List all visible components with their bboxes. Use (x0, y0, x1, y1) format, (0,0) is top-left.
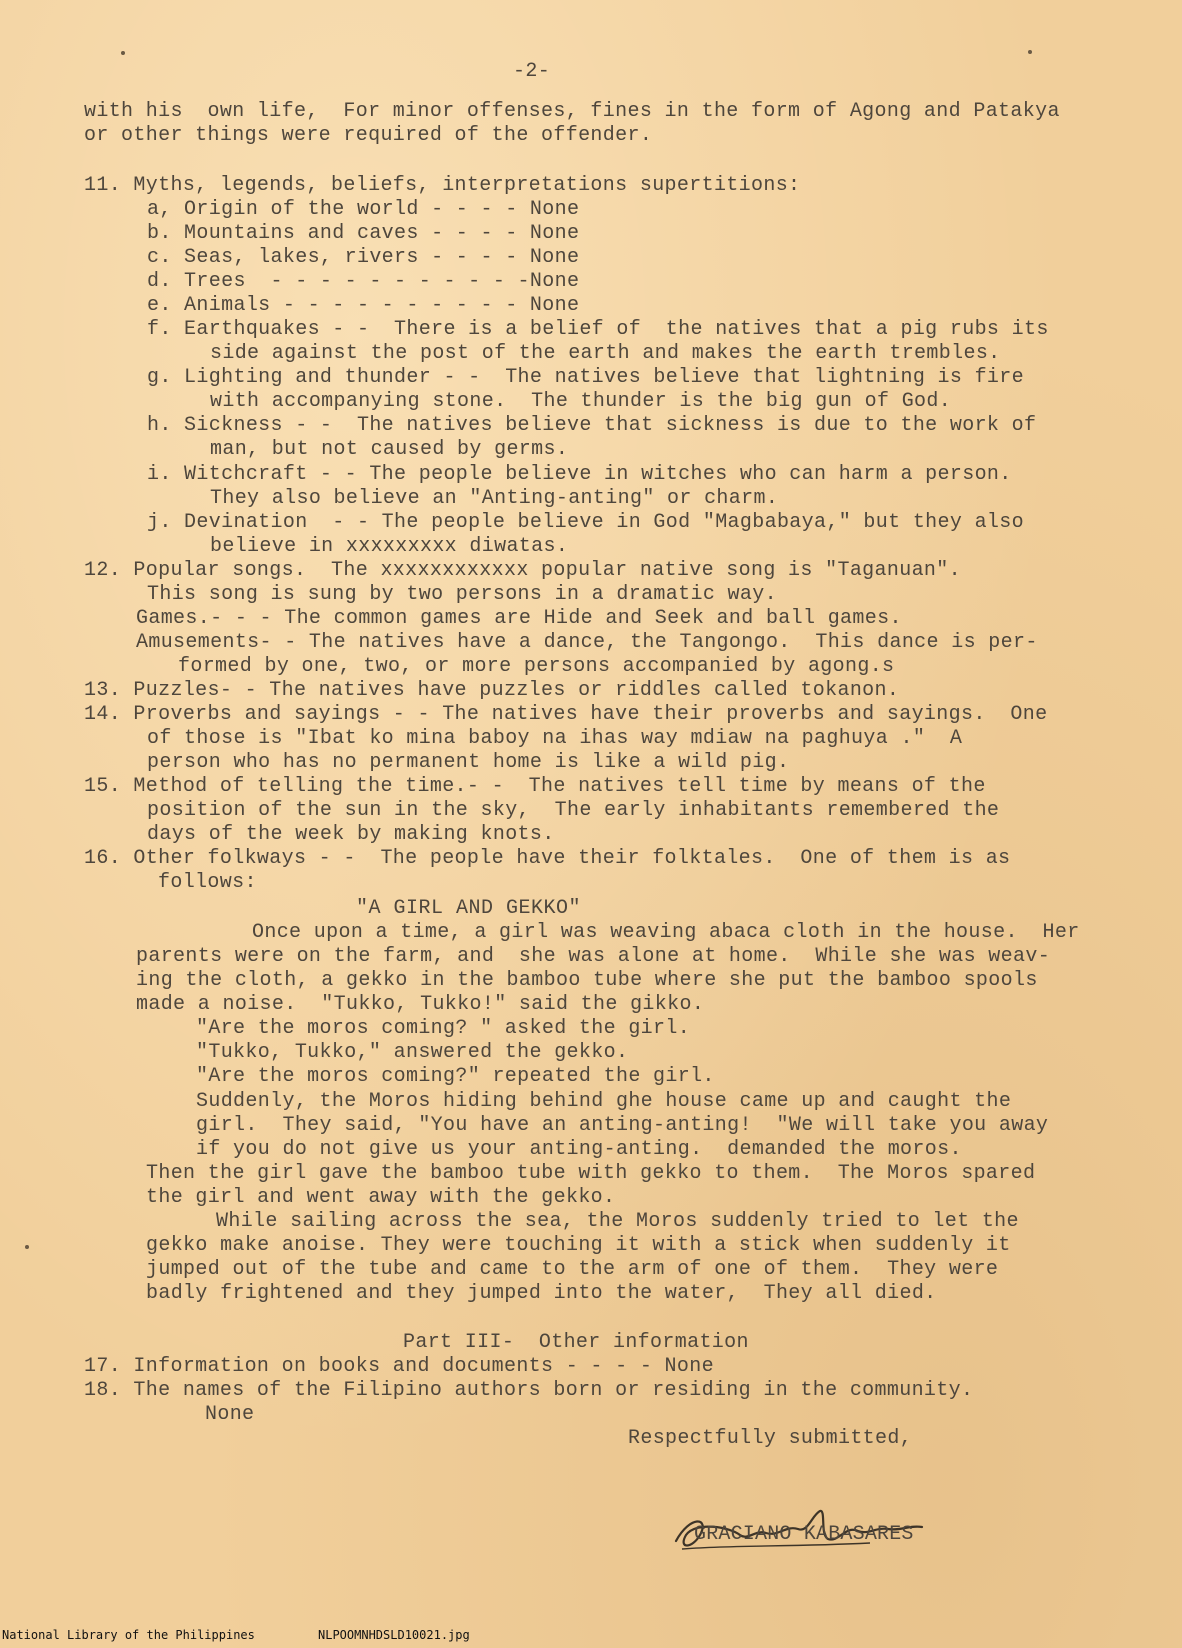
text-line: if you do not give us your anting-anting. demanded the moros. (196, 1138, 962, 1161)
story-title: "A GIRL AND GEKKO" (356, 897, 582, 920)
text-line: or other things were required of the offender. (84, 124, 653, 147)
text-line: e. Animals - - - - - - - - - - None (147, 294, 580, 317)
text-line: None (205, 1403, 255, 1426)
text-line: Then the girl gave the bamboo tube with gekko to them. The Moros spared (146, 1162, 1036, 1185)
text-line: i. Witchcraft - - The people believe in witches who can harm a person. (147, 463, 1012, 486)
footer-library: National Library of the Philippines (2, 1628, 255, 1642)
text-line: the girl and went away with the gekko. (146, 1186, 616, 1209)
text-line: badly frightened and they jumped into the water, They all died. (146, 1282, 937, 1305)
text-line: made a noise. "Tukko, Tukko!" said the gikko. (136, 993, 705, 1016)
text-line: position of the sun in the sky, The early inhabitants remembered the (147, 799, 1000, 822)
text-line: g. Lighting and thunder - - The natives believe that lightning is fire (147, 366, 1024, 389)
section-heading: Part III- Other information (403, 1331, 749, 1354)
text-line: 12. Popular songs. The xxxxxxxxxxxx popular native song is "Taganuan". (84, 559, 961, 582)
text-line: This song is sung by two persons in a dramatic way. (147, 583, 777, 606)
speck (25, 1245, 29, 1249)
text-line: "Tukko, Tukko," answered the gekko. (196, 1041, 629, 1064)
text-line: While sailing across the sea, the Moros suddenly tried to let the (216, 1210, 1019, 1233)
footer-filename: NLPOOMNHDSLD10021.jpg (318, 1628, 470, 1642)
text-line: h. Sickness - - The natives believe that sickness is due to the work of (147, 414, 1037, 437)
text-line: believe in xxxxxxxxx diwatas. (210, 535, 569, 558)
text-line: days of the week by making knots. (147, 823, 555, 846)
text-line: f. Earthquakes - - There is a belief of the natives that a pig rubs its (147, 318, 1049, 341)
text-line: with accompanying stone. The thunder is the big gun of God. (210, 390, 952, 413)
page-number: -2- (513, 60, 551, 83)
text-line: b. Mountains and caves - - - - None (147, 222, 580, 245)
text-line: of those is "Ibat ko mina baboy na ihas way mdiaw na paghuya ." A (147, 727, 963, 750)
text-line: 14. Proverbs and sayings - - The natives have their proverbs and sayings. One (84, 703, 1048, 726)
text-line: 11. Myths, legends, beliefs, interpretations supertitions: (84, 174, 801, 197)
text-line: 13. Puzzles- - The natives have puzzles or riddles called tokanon. (84, 679, 900, 702)
text-line: Once upon a time, a girl was weaving abaca cloth in the house. Her (252, 921, 1080, 944)
text-line: 17. Information on books and documents - - - - None (84, 1355, 714, 1378)
text-line: 18. The names of the Filipino authors born or residing in the community. (84, 1379, 974, 1402)
text-line: j. Devination - - The people believe in God "Magbabaya," but they also (147, 511, 1024, 534)
text-line: 16. Other folkways - - The people have their folktales. One of them is as (84, 847, 1011, 870)
speck (121, 51, 125, 55)
speck (1028, 50, 1032, 54)
text-line: gekko make anoise. They were touching it with a stick when suddenly it (146, 1234, 1011, 1257)
text-line: girl. They said, "You have an anting-anting! "We will take you away (196, 1114, 1049, 1137)
text-line: jumped out of the tube and came to the arm of one of them. They were (146, 1258, 999, 1281)
text-line: "Are the moros coming?" repeated the girl. (196, 1065, 715, 1088)
author-name: GRACIANO KABASARES (694, 1523, 914, 1546)
text-line: They also believe an "Anting-anting" or charm. (210, 487, 779, 510)
text-line: person who has no permanent home is like a wild pig. (147, 751, 790, 774)
text-line: d. Trees - - - - - - - - - - -None (147, 270, 580, 293)
text-line: Amusements- - The natives have a dance, the Tangongo. This dance is per- (136, 631, 1038, 654)
text-line: 15. Method of telling the time.- - The natives tell time by means of the (84, 775, 986, 798)
text-line: man, but not caused by germs. (210, 438, 569, 461)
closing: Respectfully submitted, (628, 1427, 913, 1450)
text-line: Suddenly, the Moros hiding behind ghe house came up and caught the (196, 1090, 1012, 1113)
text-line: c. Seas, lakes, rivers - - - - None (147, 246, 580, 269)
text-line: follows: (158, 871, 257, 894)
text-line: formed by one, two, or more persons accompanied by agong.s (178, 655, 895, 678)
text-line: ing the cloth, a gekko in the bamboo tube where she put the bamboo spools (136, 969, 1038, 992)
text-line: with his own life, For minor offenses, fines in the form of Agong and Patakya (84, 100, 1060, 123)
text-line: Games.- - - The common games are Hide and Seek and ball games. (136, 607, 902, 630)
text-line: parents were on the farm, and she was alone at home. While she was weav- (136, 945, 1051, 968)
text-line: "Are the moros coming? " asked the girl. (196, 1017, 691, 1040)
text-line: side against the post of the earth and makes the earth trembles. (210, 342, 1001, 365)
text-line: a, Origin of the world - - - - None (147, 198, 580, 221)
